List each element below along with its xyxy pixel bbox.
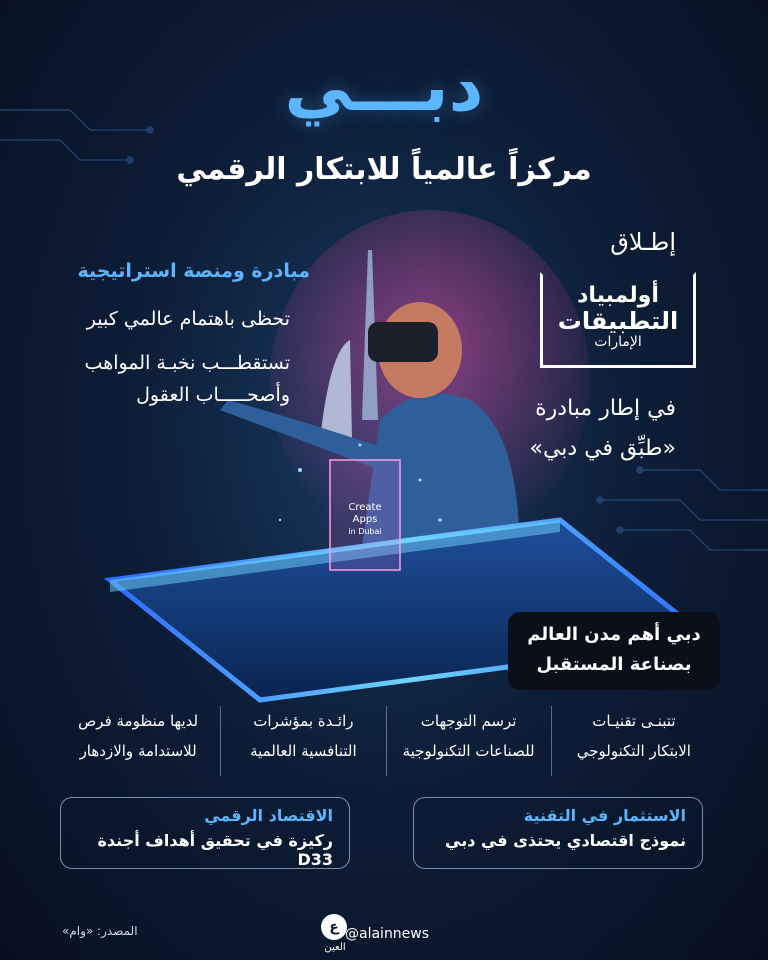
digital-economy-box xyxy=(60,797,350,869)
feature-line: للاستدامة والازدهار xyxy=(79,742,197,760)
strategy-title: مبادرة ومنصة استراتيجية xyxy=(77,260,310,282)
frame-line-1: في إطار مبادرة xyxy=(535,396,676,421)
feature-line: للصناعات التكنولوجية xyxy=(402,742,535,760)
page-subtitle: مركزاً عالمياً للابتكار الرقمي xyxy=(176,152,592,187)
feature-line: تتبنـى تقنيـات xyxy=(592,712,676,730)
investment-box xyxy=(413,797,703,869)
alain-logo-icon: ع xyxy=(321,914,347,940)
investment-text: نموذج اقتصادي يحتذى في دبي xyxy=(445,831,686,850)
frame-line-2: «طبِّق في دبي» xyxy=(529,436,676,461)
feature-line: التنافسية العالمية xyxy=(250,742,357,760)
hero-text-1: Create xyxy=(348,502,382,513)
feature-line: رائـدة بمؤشرات xyxy=(253,712,354,730)
hero-text-3: in Dubai xyxy=(348,527,382,536)
digital-economy-title: الاقتصاد الرقمي xyxy=(204,806,333,825)
investment-title: الاستثمار في التقنية xyxy=(523,806,686,825)
launch-label: إطـلاق xyxy=(610,228,676,256)
strategy-line-1: تحظى باهتمام عالمي كبير xyxy=(86,308,290,330)
hero-text-2: Apps xyxy=(352,514,378,525)
logo-line-1: أولمبياد xyxy=(577,283,659,308)
feature-item xyxy=(386,706,551,776)
digital-economy-text: ركيزة في تحقيق أهداف أجندة D33 xyxy=(97,831,333,869)
callout-box xyxy=(508,612,720,690)
feature-item xyxy=(56,706,220,776)
callout-line-1: دبي أهم مدن العالم xyxy=(527,624,701,645)
logo-line-3: الإمارات xyxy=(594,334,642,350)
social-handle[interactable]: @alainnews xyxy=(345,926,430,942)
strategy-line-2: تستقطـــب نخبـة المواهب xyxy=(84,352,290,374)
logo-line-2: التطبيقات xyxy=(557,307,679,335)
feature-item xyxy=(220,706,385,776)
source-credit: المصدر: «وام» xyxy=(62,924,138,938)
feature-line: ترسم التوجهات xyxy=(420,712,517,730)
callout-line-2: بصناعة المستقبل xyxy=(536,654,692,675)
feature-line: الابتكار التكنولوجي xyxy=(576,742,691,760)
page-title: دبـــي xyxy=(284,48,484,127)
brand-name: العين xyxy=(324,942,346,953)
olympiad-logo xyxy=(540,272,696,368)
strategy-line-3: وأصحـــــاب العقول xyxy=(136,384,290,406)
features-row xyxy=(56,706,716,776)
feature-line: لديها منظومة فرص xyxy=(78,712,199,730)
feature-item xyxy=(551,706,716,776)
